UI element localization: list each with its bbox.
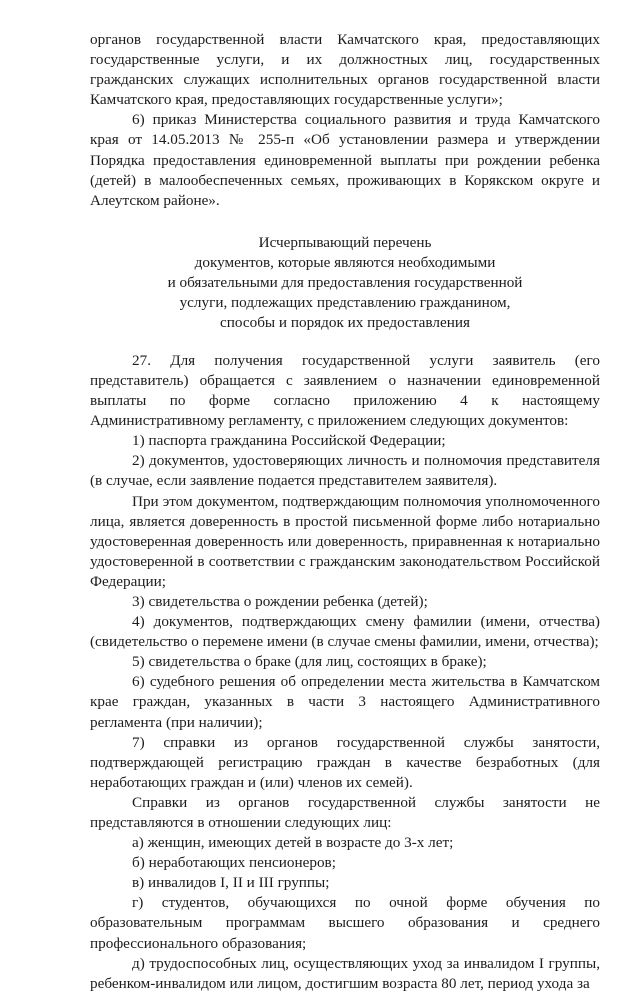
list-item: 1) паспорта гражданина Российской Федерации; — [132, 432, 446, 450]
list-item: г) студентов, обучающихся по очной форме обучения по образовательным программам высшего образования и среднего профессионального образования; — [90, 894, 600, 952]
list-item: При этом документом, подтверждающим полномочия уполномоченного лица, является доверенность в простой письменной форме либо нотариально удостоверенная доверенность или доверенность, приравненная к нотариально удостоверенной в соответствии с гражданским законодательством Российской Федерации; — [90, 492, 600, 590]
intro-paragraph: органов государственной власти Камчатского края, предоставляющих государственные услуги, и их должностных лиц, государственных гражданских служащих исполнительных органов государственной власти Камчатского края, предоставляющих государственные услуги»; — [90, 31, 600, 109]
list-item-6: 6) приказ Министерства социального развития и труда Камчатского края от 14.05.2013 № 255-п «Об установлении размера и утверждении Порядка предоставления единовременной выплаты при рождении ребенка (детей) в малообеспеченных семьях, проживающих в Корякском округе и Алеутском районе». — [90, 111, 600, 209]
list-item: 3) свидетельства о рождении ребенка (детей); — [132, 592, 428, 610]
list-item: 6) судебного решения об определении места жительства в Камчатском крае граждан, указанных в части 3 настоящего Административного регламента (при наличии); — [90, 673, 600, 731]
heading-line: и обязательными для предоставления государственной — [167, 273, 523, 291]
heading-line: способы и порядок их предоставления — [220, 313, 470, 331]
list-item: 7) справки из органов государственной службы занятости, подтверждающей регистрацию граждан в качестве безработных (для неработающих граждан и (или) членов их семей). — [90, 733, 600, 791]
heading-line: услуги, подлежащих представлению гражданином, — [179, 293, 511, 311]
list-item: 2) документов, удостоверяющих личность и полномочия представителя (в случае, если заявление подается представителем заявителя). — [90, 452, 600, 490]
paragraph-27: 27. Для получения государственной услуги заявитель (его представитель) обращается с заявлением о назначении единовременной выплаты по форме согласно приложению 4 к настоящему Административному регламенту, с приложением следующих документов: — [90, 351, 600, 430]
list-item: д) трудоспособных лиц, осуществляющих уход за инвалидом I группы, ребенком-инвалидом или лицом, достигшим возраста 80 лет, период ухода за — [90, 954, 600, 992]
list-item: б) неработающих пенсионеров; — [132, 854, 336, 872]
section-heading — [90, 233, 600, 333]
list-item: Справки из органов государственной службы занятости не представляются в отношении следующих лиц: — [90, 793, 600, 831]
heading-line: документов, которые являются необходимыми — [194, 253, 496, 271]
list-item: в) инвалидов I, II и III группы; — [132, 874, 330, 892]
document-page — [90, 30, 600, 994]
heading-line: Исчерпывающий перечень — [258, 233, 432, 251]
list-item: а) женщин, имеющих детей в возрасте до 3-х лет; — [132, 834, 454, 852]
list-item: 5) свидетельства о браке (для лиц, состоящих в браке); — [132, 653, 487, 671]
list-item: 4) документов, подтверждающих смену фамилии (имени, отчества) (свидетельство о перемене имени (в случае смены фамилии, имени, отчества); — [90, 613, 600, 651]
